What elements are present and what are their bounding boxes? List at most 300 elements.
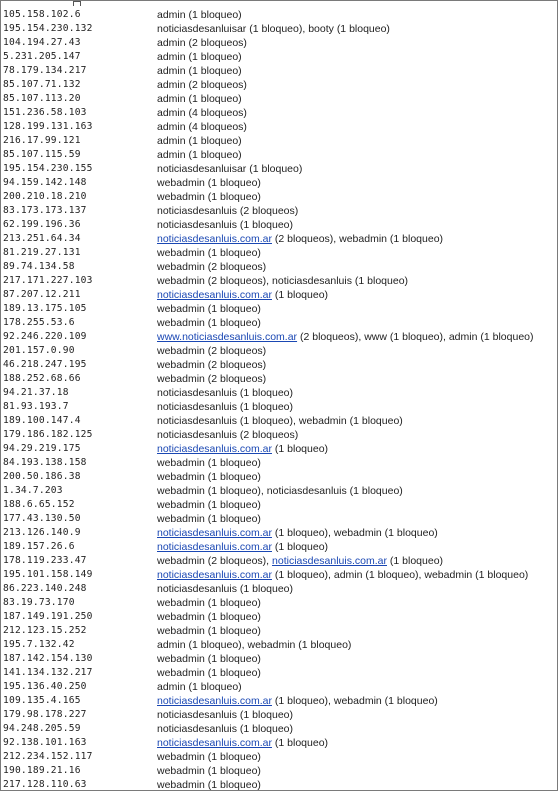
list-item	[1, 582, 557, 596]
blocked-usernames: noticiasdesanluis (1 bloqueo), webadmin (1 bloqueo)	[157, 415, 403, 427]
list-item	[1, 484, 557, 498]
block-count: (1 bloqueo)	[207, 177, 261, 189]
ip-address: 81.93.193.7	[3, 401, 69, 412]
list-item	[1, 652, 557, 666]
block-count: (1 bloqueo)	[239, 583, 294, 595]
block-count: (1 bloqueo)	[188, 51, 242, 63]
list-item	[1, 78, 557, 92]
ip-address: 141.134.132.217	[3, 667, 93, 678]
list-item	[1, 638, 557, 652]
list-item	[1, 610, 557, 624]
username: webadmin	[157, 303, 205, 315]
ip-address: 212.123.15.252	[3, 625, 87, 636]
username: noticiasdesanluisar	[157, 163, 247, 175]
block-count: (1 bloqueo)	[365, 569, 419, 581]
blocked-usernames	[157, 778, 261, 791]
list-item	[1, 372, 557, 386]
block-count: (1 bloqueo)	[354, 275, 409, 287]
list-item	[1, 386, 557, 400]
blocked-usernames	[157, 106, 247, 120]
blocked-usernames	[157, 246, 261, 260]
username: webadmin	[157, 499, 205, 511]
ip-address: 85.107.113.20	[3, 93, 81, 104]
ip-address: 177.43.130.50	[3, 513, 81, 524]
username: admin	[157, 51, 186, 63]
list-item	[1, 190, 557, 204]
username: noticiasdesanluisar	[157, 23, 247, 35]
block-count: (1 bloqueo)	[274, 527, 329, 539]
blocked-usernames: noticiasdesanluis.com.ar (1 bloqueo), webadmin (1 bloqueo)	[157, 695, 438, 707]
blocked-usernames	[157, 190, 261, 204]
list-item	[1, 176, 557, 190]
block-count: (2 bloqueos)	[207, 373, 267, 385]
ip-address: 83.173.173.137	[3, 205, 87, 216]
block-count: (2 bloqueos)	[207, 359, 267, 371]
blocked-usernames	[157, 400, 293, 414]
username: webadmin	[157, 667, 205, 679]
block-count: (2 bloqueos)	[207, 345, 267, 357]
username: noticiasdesanluis	[266, 485, 347, 497]
ip-address: 189.13.175.105	[3, 303, 87, 314]
list-item	[1, 442, 557, 456]
block-count: (1 bloqueo)	[207, 667, 261, 679]
blocked-usernames	[157, 316, 261, 330]
block-count: (2 bloqueos)	[239, 429, 299, 441]
block-count: (1 bloqueo)	[384, 695, 438, 707]
username-link[interactable]: noticiasdesanluis.com.ar	[157, 233, 272, 245]
block-count: (1 bloqueo)	[188, 93, 242, 105]
blocked-usernames	[157, 358, 266, 372]
blocked-usernames	[157, 666, 261, 680]
block-count: (2 bloqueos)	[207, 261, 267, 273]
block-count: (1 bloqueo)	[207, 457, 261, 469]
blocked-usernames	[157, 50, 242, 64]
ip-address: 195.7.132.42	[3, 639, 75, 650]
ip-address: 1.34.7.203	[3, 485, 63, 496]
username: noticiasdesanluis	[157, 709, 237, 721]
blocked-usernames	[157, 260, 266, 274]
block-count: (1 bloqueo)	[207, 317, 261, 329]
block-count: (1 bloqueo)	[207, 751, 261, 763]
list-item	[1, 526, 557, 540]
username: admin	[157, 149, 186, 161]
blocked-usernames	[157, 680, 242, 694]
username: noticiasdesanluis	[157, 723, 237, 735]
username: webadmin	[157, 345, 205, 357]
ip-address: 94.248.205.59	[3, 723, 81, 734]
username-link[interactable]: noticiasdesanluis.com.ar	[157, 443, 272, 455]
username: noticiasdesanluis	[157, 219, 237, 231]
ip-address: 87.207.12.211	[3, 289, 81, 300]
block-count: (1 bloqueo)	[239, 387, 294, 399]
ip-address: 212.234.152.117	[3, 751, 93, 762]
blocked-usernames	[157, 610, 261, 624]
list-item	[1, 750, 557, 764]
username: webadmin	[333, 695, 382, 707]
ip-address: 213.126.140.9	[3, 527, 81, 538]
ip-address: 178.255.53.6	[3, 317, 75, 328]
blocked-usernames	[157, 64, 242, 78]
list-item	[1, 764, 557, 778]
username: webadmin	[339, 233, 387, 245]
block-count: (4 bloqueos)	[188, 107, 247, 119]
list-item	[1, 218, 557, 232]
ip-address: 200.50.186.38	[3, 471, 81, 482]
username: noticiasdesanluis	[157, 401, 237, 413]
username: webadmin	[157, 653, 205, 665]
list-item	[1, 204, 557, 218]
blocked-usernames: noticiasdesanluis.com.ar (1 bloqueo), webadmin (1 bloqueo)	[157, 527, 438, 539]
list-item	[1, 568, 557, 582]
block-count: (1 bloqueo)	[207, 191, 261, 203]
username: webadmin	[333, 527, 382, 539]
username: webadmin	[157, 751, 205, 763]
list-item	[1, 64, 557, 78]
ip-address: 86.223.140.248	[3, 583, 87, 594]
list-item	[1, 134, 557, 148]
block-count: (1 bloqueo)	[239, 401, 294, 413]
list-item	[1, 330, 557, 344]
list-item	[1, 624, 557, 638]
blocked-usernames	[157, 596, 261, 610]
ip-address: 178.119.233.47	[3, 555, 87, 566]
username: webadmin	[157, 471, 205, 483]
ip-address: 85.107.115.59	[3, 149, 81, 160]
block-count: (1 bloqueo)	[249, 23, 303, 35]
ip-address: 81.219.27.131	[3, 247, 81, 258]
username: webadmin	[157, 359, 205, 371]
block-count: (1 bloqueo)	[207, 485, 261, 497]
block-count: (1 bloqueo)	[389, 555, 444, 567]
blocked-usernames	[157, 540, 328, 554]
username: webadmin	[424, 569, 473, 581]
blocked-usernames	[157, 78, 247, 92]
list-item	[1, 36, 557, 50]
username: admin	[157, 93, 186, 105]
block-count: (1 bloqueo)	[480, 331, 534, 343]
blocked-usernames: admin (1 bloqueo), webadmin (1 bloqueo)	[157, 639, 352, 651]
blocked-usernames: noticiasdesanluis.com.ar (1 bloqueo), admin (1 bloqueo), webadmin (1 bloqueo)	[157, 569, 529, 581]
username: noticiasdesanluis	[157, 387, 237, 399]
blocked-ip-rows	[1, 8, 557, 791]
username: admin	[157, 121, 186, 133]
username: webadmin	[157, 247, 205, 259]
username: webadmin	[247, 639, 296, 651]
blocked-usernames	[157, 218, 293, 232]
username: admin	[448, 331, 478, 343]
username-link[interactable]: noticiasdesanluis.com.ar	[157, 289, 272, 301]
ip-address: 151.236.58.103	[3, 107, 87, 118]
list-item	[1, 8, 557, 22]
username: webadmin	[157, 625, 205, 637]
username: admin	[157, 639, 186, 651]
username: noticiasdesanluis	[157, 583, 237, 595]
blocked-usernames	[157, 764, 261, 778]
ip-address: 46.218.247.195	[3, 359, 87, 370]
list-item	[1, 246, 557, 260]
username-link[interactable]: noticiasdesanluis.com.ar	[157, 569, 272, 581]
list-item	[1, 344, 557, 358]
list-item	[1, 680, 557, 694]
ip-address: 105.158.102.6	[3, 9, 81, 20]
ip-address: 216.17.99.121	[3, 135, 81, 146]
username: www	[364, 331, 387, 343]
list-item	[1, 232, 557, 246]
username: booty	[308, 23, 334, 35]
blocked-usernames	[157, 442, 328, 456]
ip-address: 188.6.65.152	[3, 499, 75, 510]
username: webadmin	[157, 191, 205, 203]
column-marker	[73, 1, 81, 6]
block-count: (2 bloqueos)	[299, 331, 359, 343]
ip-address: 188.252.68.66	[3, 373, 81, 384]
ip-address: 195.101.158.149	[3, 569, 93, 580]
list-item	[1, 512, 557, 526]
block-count: (1 bloqueo)	[274, 443, 329, 455]
blocked-usernames: webadmin (2 bloqueos), noticiasdesanluis (1 bloqueo)	[157, 275, 409, 287]
list-item	[1, 666, 557, 680]
block-count: (1 bloqueo)	[336, 23, 390, 35]
blocked-usernames	[157, 512, 261, 526]
ip-address: 190.189.21.16	[3, 765, 81, 776]
block-count: (1 bloqueo)	[188, 65, 242, 77]
username-link[interactable]: noticiasdesanluis.com.ar	[157, 695, 272, 707]
username: webadmin	[157, 485, 205, 497]
blocked-usernames	[157, 344, 266, 358]
list-item	[1, 358, 557, 372]
username: admin	[157, 9, 186, 21]
block-count: (2 bloqueos)	[188, 37, 247, 49]
block-count: (1 bloqueo)	[207, 471, 261, 483]
blocked-usernames	[157, 92, 242, 106]
ip-address: 5.231.205.147	[3, 51, 81, 62]
ip-address: 217.171.227.103	[3, 275, 93, 286]
blocked-usernames: webadmin (2 bloqueos), noticiasdesanluis.com.ar (1 bloqueo)	[157, 555, 444, 567]
list-item	[1, 596, 557, 610]
list-item	[1, 554, 557, 568]
ip-address: 89.74.134.58	[3, 261, 75, 272]
username: admin	[333, 569, 363, 581]
block-count: (1 bloqueo)	[384, 527, 438, 539]
block-count: (1 bloqueo)	[274, 737, 329, 749]
ip-address: 83.19.73.170	[3, 597, 75, 608]
block-count: (1 bloqueo)	[475, 569, 529, 581]
block-count: (1 bloqueo)	[298, 639, 352, 651]
blocked-usernames: noticiasdesanluis.com.ar (2 bloqueos), webadmin (1 bloqueo)	[157, 233, 444, 245]
block-count: (1 bloqueo)	[207, 499, 261, 511]
blocked-usernames	[157, 470, 261, 484]
block-count: (2 bloqueos)	[188, 79, 247, 91]
blocked-usernames	[157, 176, 261, 190]
blocked-usernames	[157, 302, 261, 316]
list-item	[1, 302, 557, 316]
username: webadmin	[157, 513, 205, 525]
blocked-usernames	[157, 708, 293, 722]
blocked-usernames	[157, 288, 328, 302]
blocked-usernames	[157, 386, 293, 400]
list-item	[1, 400, 557, 414]
ip-address: 94.29.219.175	[3, 443, 81, 454]
list-item	[1, 736, 557, 750]
block-count: (1 bloqueo)	[239, 415, 294, 427]
blocked-usernames	[157, 498, 261, 512]
blocked-usernames: www.noticiasdesanluis.com.ar (2 bloqueos), www (1 bloqueo), admin (1 bloqueo)	[157, 331, 534, 343]
block-count: (1 bloqueo)	[274, 695, 329, 707]
username: webadmin	[157, 317, 205, 329]
block-count: (1 bloqueo)	[207, 653, 261, 665]
username: noticiasdesanluis	[157, 205, 237, 217]
ip-address: 179.98.178.227	[3, 709, 87, 720]
list-item	[1, 428, 557, 442]
list-item	[1, 316, 557, 330]
blocked-usernames	[157, 750, 261, 764]
username: webadmin	[157, 373, 205, 385]
block-count: (1 bloqueo)	[207, 611, 261, 623]
ip-address: 201.157.0.90	[3, 345, 75, 356]
block-count: (1 bloqueo)	[239, 219, 294, 231]
blocked-usernames	[157, 582, 293, 596]
username: admin	[157, 107, 186, 119]
block-count: (1 bloqueo)	[207, 303, 261, 315]
ip-address: 85.107.71.132	[3, 79, 81, 90]
block-count: (1 bloqueo)	[349, 415, 403, 427]
username-link[interactable]: noticiasdesanluis.com.ar	[157, 541, 272, 553]
ip-address: 92.138.101.163	[3, 737, 87, 748]
ip-address: 187.149.191.250	[3, 611, 93, 622]
list-item	[1, 274, 557, 288]
ip-address: 84.193.138.158	[3, 457, 87, 468]
username-link[interactable]: noticiasdesanluis.com.ar	[272, 555, 387, 567]
username: webadmin	[157, 779, 205, 791]
blocked-usernames	[157, 134, 242, 148]
ip-address: 104.194.27.43	[3, 37, 81, 48]
block-count: (1 bloqueo)	[207, 597, 261, 609]
username-link[interactable]: noticiasdesanluis.com.ar	[157, 527, 272, 539]
list-item	[1, 470, 557, 484]
username: webadmin	[157, 597, 205, 609]
block-count: (2 bloqueos)	[239, 205, 299, 217]
block-count: (1 bloqueo)	[207, 625, 261, 637]
block-count: (1 bloqueo)	[274, 541, 329, 553]
ip-address: 94.159.142.148	[3, 177, 87, 188]
block-count: (1 bloqueo)	[239, 709, 294, 721]
list-item	[1, 288, 557, 302]
blocked-usernames	[157, 148, 242, 162]
block-count: (1 bloqueo)	[249, 163, 303, 175]
block-count: (1 bloqueo)	[188, 681, 242, 693]
list-item	[1, 92, 557, 106]
ip-address: 213.251.64.34	[3, 233, 81, 244]
blocked-usernames: webadmin (1 bloqueo), noticiasdesanluis (1 bloqueo)	[157, 485, 403, 497]
list-item	[1, 498, 557, 512]
block-count: (1 bloqueo)	[389, 331, 443, 343]
username: webadmin	[157, 611, 205, 623]
blocked-usernames	[157, 372, 266, 386]
list-item	[1, 456, 557, 470]
block-count: (4 bloqueos)	[188, 121, 247, 133]
ip-address: 109.135.4.165	[3, 695, 81, 706]
blocked-usernames	[157, 162, 302, 176]
block-count: (1 bloqueo)	[239, 723, 294, 735]
block-count: (1 bloqueo)	[274, 569, 329, 581]
block-count: (1 bloqueo)	[188, 135, 242, 147]
list-item	[1, 120, 557, 134]
block-count: (2 bloqueos)	[274, 233, 334, 245]
ip-address: 195.136.40.250	[3, 681, 87, 692]
ip-address: 94.21.37.18	[3, 387, 69, 398]
block-count: (1 bloqueo)	[207, 513, 261, 525]
blocked-usernames	[157, 736, 328, 750]
blocked-usernames	[157, 120, 247, 134]
ip-address: 128.199.131.163	[3, 121, 93, 132]
list-item	[1, 540, 557, 554]
username: noticiasdesanluis	[157, 415, 237, 427]
ip-address: 189.100.147.4	[3, 415, 81, 426]
blocked-usernames	[157, 428, 298, 442]
username: admin	[157, 681, 186, 693]
ip-address: 217.128.110.63	[3, 779, 87, 790]
username: webadmin	[157, 177, 205, 189]
ip-address: 62.199.196.36	[3, 219, 81, 230]
block-count: (2 bloqueos)	[207, 275, 267, 287]
blocked-usernames	[157, 624, 261, 638]
username: admin	[157, 135, 186, 147]
username: noticiasdesanluis	[272, 275, 352, 287]
block-count: (1 bloqueo)	[188, 149, 242, 161]
list-item	[1, 50, 557, 64]
list-item	[1, 722, 557, 736]
username: noticiasdesanluis	[157, 429, 237, 441]
block-count: (1 bloqueo)	[207, 765, 261, 777]
ip-address: 92.246.220.109	[3, 331, 87, 342]
list-item	[1, 260, 557, 274]
blocked-usernames: noticiasdesanluisar (1 bloqueo), booty (1 bloqueo)	[157, 23, 390, 35]
username: webadmin	[157, 261, 205, 273]
blocked-usernames	[157, 722, 293, 736]
list-item	[1, 148, 557, 162]
block-count: (1 bloqueo)	[274, 289, 329, 301]
list-item	[1, 778, 557, 791]
blocked-usernames	[157, 652, 261, 666]
block-count: (2 bloqueos)	[207, 555, 267, 567]
block-count: (1 bloqueo)	[349, 485, 403, 497]
ip-address: 187.142.154.130	[3, 653, 93, 664]
username-link[interactable]: www.noticiasdesanluis.com.ar	[157, 331, 298, 343]
blocked-usernames	[157, 456, 261, 470]
block-count: (1 bloqueo)	[188, 9, 242, 21]
block-count: (1 bloqueo)	[188, 639, 242, 651]
username: webadmin	[157, 457, 205, 469]
username: admin	[157, 37, 186, 49]
username-link[interactable]: noticiasdesanluis.com.ar	[157, 737, 272, 749]
block-count: (1 bloqueo)	[207, 779, 261, 791]
list-item	[1, 708, 557, 722]
username: webadmin	[157, 555, 205, 567]
ip-address: 195.154.230.155	[3, 163, 93, 174]
blocked-usernames	[157, 204, 298, 218]
username: webadmin	[157, 275, 205, 287]
username: admin	[157, 79, 186, 91]
list-item	[1, 162, 557, 176]
block-count: (1 bloqueo)	[207, 247, 261, 259]
ip-address: 200.210.18.210	[3, 191, 87, 202]
list-item	[1, 694, 557, 708]
username: webadmin	[157, 765, 205, 777]
blocked-usernames	[157, 36, 247, 50]
list-item	[1, 106, 557, 120]
ip-address: 189.157.26.6	[3, 541, 75, 552]
blocked-usernames	[157, 8, 242, 22]
